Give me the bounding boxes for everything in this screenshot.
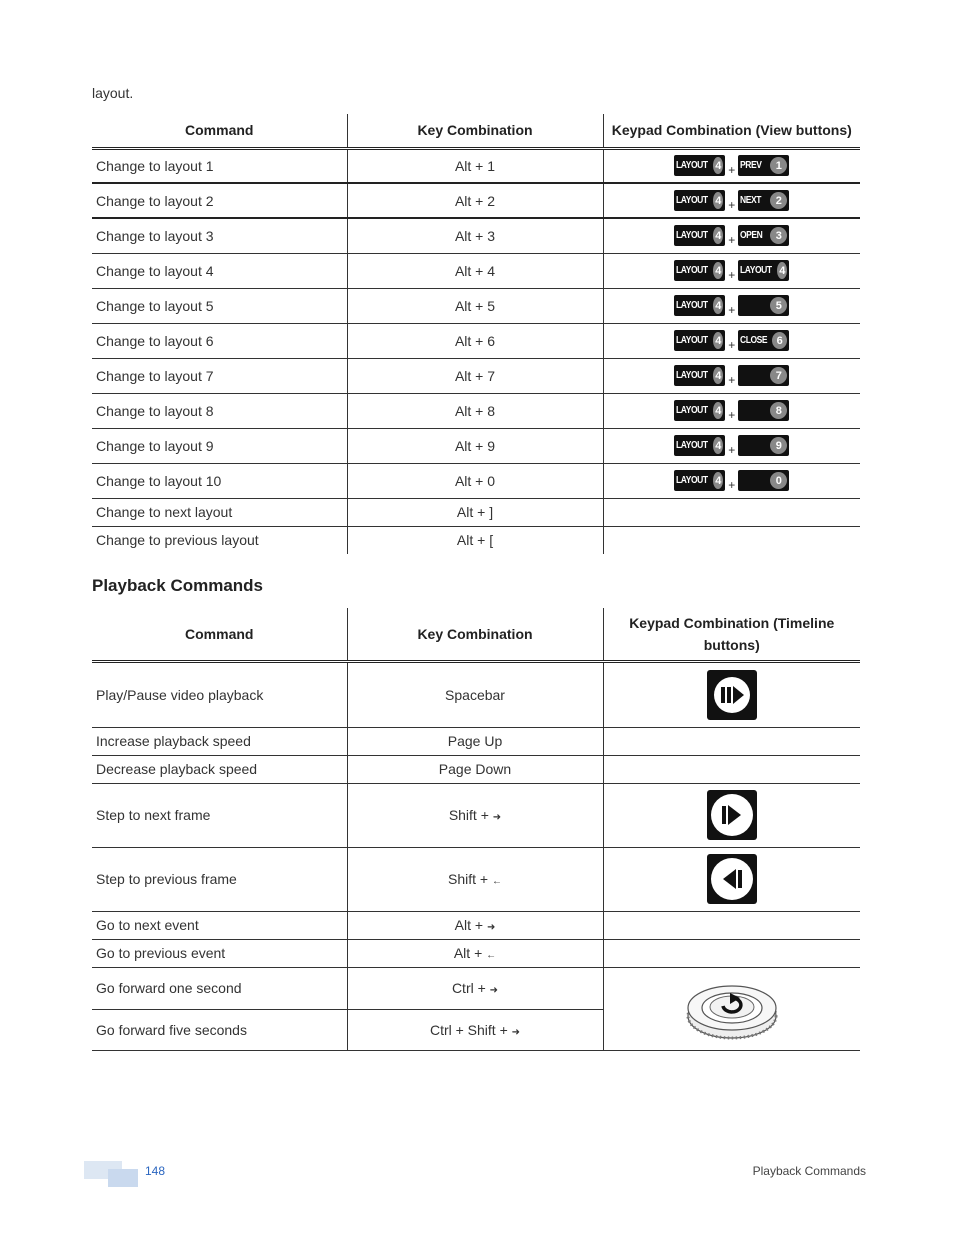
- keypad-combination: [674, 295, 789, 316]
- header-command: Command: [92, 608, 347, 661]
- key-label: LAYOUT: [676, 475, 708, 486]
- key-number: 2: [770, 192, 787, 209]
- key-text: Ctrl +: [451, 980, 490, 996]
- key-cell: Alt + 9: [347, 428, 603, 463]
- layout-key-icon: [674, 295, 725, 316]
- keypad-combination: [674, 435, 789, 456]
- table-row: [92, 323, 860, 358]
- key-number: 4: [713, 192, 723, 209]
- key-number: 4: [713, 157, 723, 174]
- key-cell: Alt + 4: [347, 253, 603, 288]
- table-row: [92, 148, 860, 183]
- command-cell: Change to layout 8: [92, 393, 347, 428]
- table-row: [92, 847, 860, 911]
- key-cell: [347, 847, 603, 911]
- key-text: Ctrl + Shift +: [429, 1021, 512, 1038]
- key-cell: Alt + ]: [347, 498, 603, 526]
- view-key-icon: [738, 400, 789, 421]
- right-arrow-icon: ➜: [489, 985, 499, 996]
- key-number: 4: [713, 402, 723, 419]
- keypad-cell: [603, 428, 860, 463]
- layout-commands-table: [92, 114, 860, 554]
- key-number: 0: [770, 472, 787, 489]
- plus-sign: +: [728, 478, 736, 492]
- table-row: [92, 727, 860, 755]
- command-cell: Go forward one second: [92, 967, 347, 1009]
- command-cell: Increase playback speed: [92, 727, 347, 755]
- key-number: 9: [770, 437, 787, 454]
- plus-sign: +: [728, 373, 736, 387]
- page-number: 148: [145, 1164, 166, 1178]
- key-number: 5: [770, 297, 787, 314]
- keypad-cell: [603, 358, 860, 393]
- key-label: LAYOUT: [676, 370, 708, 381]
- table-row: [92, 661, 860, 727]
- command-cell: Step to next frame: [92, 783, 347, 847]
- plus-sign: +: [728, 303, 736, 317]
- command-cell: Change to layout 4: [92, 253, 347, 288]
- key-label: CLOSE: [740, 335, 768, 346]
- command-cell: Change to previous layout: [96, 532, 259, 549]
- step-forward-icon: [707, 790, 757, 840]
- header-key-combination: Key Combination: [347, 114, 603, 148]
- table-row: [92, 526, 860, 554]
- key-text: Shift +: [448, 807, 493, 823]
- view-key-icon: [738, 295, 789, 316]
- key-label: LAYOUT: [676, 440, 708, 451]
- key-number: 4: [777, 262, 787, 279]
- keypad-combination: [674, 190, 789, 211]
- command-cell: Decrease playback speed: [92, 755, 347, 783]
- key-label: NEXT: [740, 195, 762, 206]
- header-keypad-combination: Keypad Combination (Timeline buttons): [603, 608, 860, 661]
- table-row: [92, 183, 860, 218]
- keypad-cell: [603, 783, 860, 847]
- layout-key-icon: [674, 260, 725, 281]
- table-row: [92, 358, 860, 393]
- view-key-icon: [738, 260, 789, 281]
- key-text: Alt +: [454, 917, 487, 933]
- plus-sign: +: [728, 198, 736, 212]
- key-cell: Alt + 1: [347, 148, 603, 183]
- layout-key-icon: [674, 155, 725, 176]
- view-key-icon: [738, 155, 789, 176]
- play-pause-icon: [707, 670, 757, 720]
- keypad-combination: [674, 155, 789, 176]
- key-label: LAYOUT: [676, 335, 708, 346]
- playback-commands-table: [92, 608, 860, 1051]
- key-cell: Alt + 3: [347, 218, 603, 253]
- command-cell: Step to previous frame: [92, 847, 347, 911]
- command-cell: Change to layout 10: [92, 463, 347, 498]
- key-cell: [347, 939, 603, 967]
- key-cell: [347, 1009, 603, 1050]
- keypad-combination: [674, 470, 789, 491]
- intro-text: layout.: [92, 85, 134, 101]
- key-number: 6: [772, 332, 787, 349]
- keypad-combination: [674, 260, 789, 281]
- table-row: [92, 911, 860, 939]
- plus-sign: +: [728, 408, 736, 422]
- header-key-combination: Key Combination: [347, 608, 603, 661]
- command-cell: Change to layout 9: [92, 428, 347, 463]
- plus-sign: +: [728, 268, 736, 282]
- command-cell: Change to layout 3: [92, 218, 347, 253]
- key-label: LAYOUT: [676, 265, 708, 276]
- keypad-cell: [603, 148, 860, 183]
- keypad-cell: [603, 393, 860, 428]
- view-key-icon: [738, 470, 789, 491]
- command-cell: Go to previous event: [92, 939, 347, 967]
- key-cell: Alt + 6: [347, 323, 603, 358]
- header-keypad-combination: Keypad Combination (View buttons): [603, 114, 860, 148]
- key-cell: Alt + 7: [347, 358, 603, 393]
- key-label: LAYOUT: [676, 195, 708, 206]
- key-text: Alt +: [453, 945, 487, 961]
- keypad-cell: [603, 967, 860, 1050]
- plus-sign: +: [728, 443, 736, 457]
- key-number: 4: [713, 367, 723, 384]
- key-label: LAYOUT: [676, 230, 708, 242]
- layout-key-icon: [674, 435, 725, 456]
- layout-key-icon: [674, 400, 725, 421]
- key-number: 4: [713, 332, 723, 349]
- key-number: 1: [770, 157, 787, 174]
- keypad-combination: [674, 330, 789, 351]
- keypad-cell: [603, 463, 860, 498]
- plus-sign: +: [728, 338, 736, 352]
- keypad-combination: [674, 365, 789, 386]
- key-number: 4: [713, 472, 723, 489]
- key-label: OPEN: [740, 230, 763, 242]
- key-cell: Page Up: [347, 727, 603, 755]
- key-number: 8: [770, 402, 787, 419]
- footer-section-title: Playback Commands: [752, 1164, 866, 1178]
- keypad-cell: [603, 288, 860, 323]
- view-key-icon: [738, 365, 789, 386]
- layout-key-icon: [674, 470, 725, 491]
- right-arrow-icon: ➜: [486, 922, 496, 933]
- table-row: [92, 428, 860, 463]
- key-label: LAYOUT: [676, 160, 708, 172]
- plus-sign: +: [728, 233, 736, 248]
- left-arrow-icon: ←: [491, 876, 502, 887]
- keypad-cell: [603, 218, 860, 253]
- footer-logo: [84, 1161, 138, 1187]
- keypad-cell: [603, 755, 860, 783]
- command-cell: Play/Pause video playback: [92, 661, 347, 727]
- key-label: LAYOUT: [676, 300, 708, 311]
- key-cell: Alt + 5: [347, 288, 603, 323]
- jog-dial-icon: [608, 976, 857, 1042]
- key-number: 7: [770, 367, 787, 384]
- key-cell: Spacebar: [347, 661, 603, 727]
- table-header-row: [92, 608, 860, 661]
- playback-commands-heading: Playback Commands: [92, 576, 264, 595]
- command-cell: Go forward five seconds: [92, 1009, 347, 1050]
- key-text: Shift +: [448, 871, 492, 887]
- layout-key-icon: [674, 365, 725, 386]
- key-cell: [347, 967, 603, 1009]
- key-number: 4: [713, 437, 723, 454]
- keypad-cell: [603, 253, 860, 288]
- command-cell: Go to next event: [92, 911, 347, 939]
- keypad-cell: [603, 661, 860, 727]
- right-arrow-icon: ➜: [492, 812, 502, 823]
- key-cell: Alt + 2: [347, 183, 603, 218]
- table-header-row: [92, 114, 860, 148]
- keypad-cell: [603, 847, 860, 911]
- right-arrow-icon: ➜: [511, 1026, 521, 1038]
- view-key-icon: [738, 435, 789, 456]
- command-cell: Change to layout 2: [92, 183, 347, 218]
- left-arrow-icon: ←: [486, 950, 497, 961]
- key-label: PREV: [740, 160, 762, 172]
- table-row: [92, 498, 860, 526]
- view-key-icon: [738, 330, 789, 351]
- keypad-cell: [603, 498, 860, 526]
- keypad-combination: [674, 225, 789, 246]
- command-cell: Change to layout 6: [92, 323, 347, 358]
- key-cell: [347, 783, 603, 847]
- keypad-cell: [603, 727, 860, 755]
- view-key-icon: [738, 190, 789, 211]
- key-cell: Alt + 0: [347, 463, 603, 498]
- command-cell: Change to layout 1: [92, 148, 347, 183]
- key-label: LAYOUT: [676, 405, 708, 416]
- key-number: 3: [770, 227, 787, 244]
- command-cell: Change to layout 5: [92, 288, 347, 323]
- table-row: [92, 253, 860, 288]
- key-number: 4: [713, 227, 723, 244]
- table-row: [92, 783, 860, 847]
- table-row: [92, 967, 860, 1009]
- key-cell: Alt + 8: [347, 393, 603, 428]
- table-row: [92, 755, 860, 783]
- keypad-cell: [603, 526, 860, 554]
- layout-key-icon: [674, 225, 725, 246]
- key-cell: Page Down: [347, 755, 603, 783]
- keypad-cell: [603, 183, 860, 218]
- header-command: Command: [92, 114, 347, 148]
- key-cell: Alt + [: [347, 526, 603, 554]
- layout-key-icon: [674, 190, 725, 211]
- layout-key-icon: [674, 330, 725, 351]
- step-back-icon: [707, 854, 757, 904]
- table-row: [92, 463, 860, 498]
- plus-sign: +: [728, 163, 736, 178]
- keypad-cell: [603, 911, 860, 939]
- command-cell: Change to layout 7: [92, 358, 347, 393]
- key-label: LAYOUT: [740, 265, 772, 276]
- table-row: [92, 218, 860, 253]
- view-key-icon: [738, 225, 789, 246]
- keypad-cell: [603, 323, 860, 358]
- keypad-cell: [603, 939, 860, 967]
- table-row: [92, 939, 860, 967]
- key-number: 4: [713, 262, 723, 279]
- keypad-combination: [674, 400, 789, 421]
- table-row: [92, 393, 860, 428]
- table-row: [92, 288, 860, 323]
- command-cell: Change to next layout: [92, 498, 347, 526]
- key-cell: [347, 911, 603, 939]
- key-number: 4: [713, 297, 723, 314]
